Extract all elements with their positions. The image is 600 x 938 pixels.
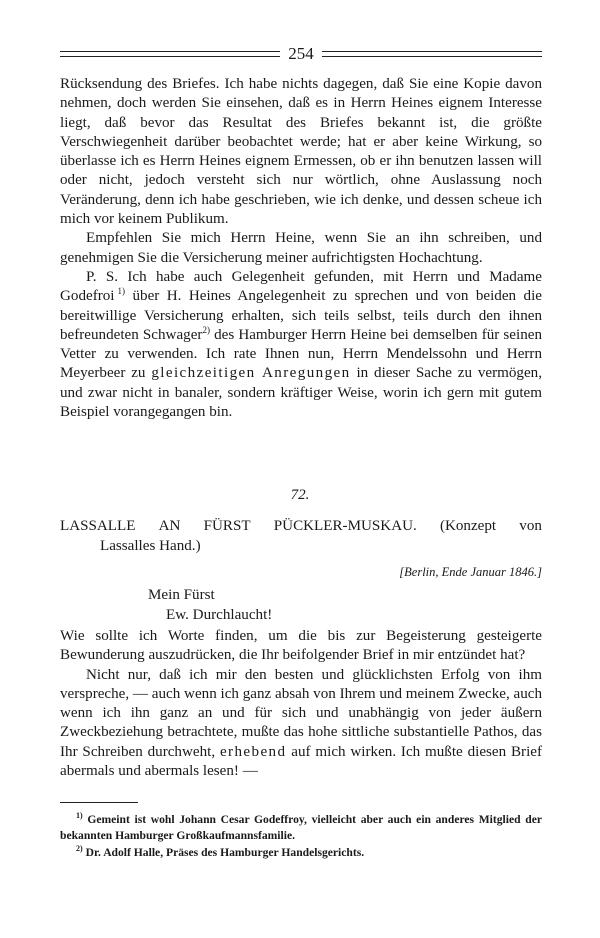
salutation-line-1: Mein Fürst — [148, 587, 215, 603]
letter-paragraph-2 — [60, 666, 542, 782]
dateline: [Berlin, Ende Januar 1846.] — [399, 565, 542, 579]
salutation-line-2: Ew. Durchlaucht! — [166, 607, 273, 623]
letter-heading — [60, 516, 542, 556]
footnote-2 — [60, 845, 542, 861]
heading-word: LASSALLE — [60, 518, 136, 534]
postscript-text-2: über H. Heines Angelegenheit zu sprechen und von beiden die bereitwillige Versicherung erhalten, sich teils selbst, teils durch den ihnen befreundeten Schwager — [60, 288, 542, 343]
footnote-1 — [60, 812, 542, 844]
paragraph-top: Rücksendung des Briefes. Ich habe nichts dagegen, daß Sie eine Kopie davon nehmen, doch werden Sie einsehen, daß es in Herrn Heines eignem Interesse liegt, daß bevor das Resultat des Briefes bekannt ist, die größte Verschwiegenheit darüber beobachtet werde; hat er aber keine Wirkung, so überlasse ich es Herrn Heines eignem Ermessen, ob er ihn benutzen lassen will oder nicht, jedoch versteht sich nur wörtlich, ohne Auslassung noch Veränderung, denn ich habe geschrieben, wie ich denke, und dessen scheue ich mich vor keinem Publikum. — [60, 76, 542, 228]
letter-paragraph-2-text-2: auf mich wirken. Ich mußte diesen Brief abermals und abermals lesen! — — [60, 743, 542, 780]
footnote-mark-1: 1) — [76, 811, 83, 821]
footnote-divider — [60, 802, 138, 803]
spaced-emphasis: gleichzeitigen Anregungen — [151, 365, 351, 382]
postscript — [60, 268, 542, 422]
header-rule-left — [60, 51, 280, 57]
letter-body — [60, 627, 542, 781]
postscript-text-3: des Hamburger Herrn Heine bei demselben für seinen Vetter zu verwenden. Ich rate Ihnen nun, Herrn Mendelssohn und Herrn Meyerbeer zu — [60, 326, 542, 382]
footnote-text-2: Dr. Adolf Halle, Präses des Hamburger Handelsgerichts. — [85, 846, 365, 859]
heading-word: (Konzept — [439, 518, 497, 534]
heading-line-2: Lassalles Hand.) — [100, 538, 201, 554]
heading-word: PÜCKLER-MUSKAU. — [273, 518, 417, 534]
postscript-text-4: in dieser Sache zu vermögen, und zwar nicht in banaler, sondern kräftiger Weise, worin ich gern mit gutem Beispiel vorangegangen bin. — [60, 365, 543, 421]
header-rule-right — [322, 51, 542, 57]
postscript-text-1: P. S. Ich habe auch Gelegenheit gefunden, mit Herrn und Madame Godefroi — [60, 268, 542, 305]
footnote-text-1: Gemeint ist wohl Johann Cesar Godeffroy, vielleicht aber auch ein anderes Mitglied der bekannten Hamburger Großkaufmannsfamilie. — [60, 813, 542, 842]
salutation — [148, 585, 272, 625]
paragraph-closing: Empfehlen Sie mich Herrn Heine, wenn Sie an ihn schreiben, und genehmigen Sie die Versicherung meiner aufrichtigsten Hochachtung. — [60, 230, 542, 266]
heading-word: von — [519, 518, 542, 534]
heading-word: AN — [158, 518, 181, 534]
footnote-ref-2: 2) — [202, 324, 210, 335]
footnote-ref-1: 1) — [117, 286, 126, 297]
spaced-emphasis: erhebend — [219, 743, 287, 760]
page-header — [60, 44, 542, 64]
letter-paragraph-2-text-1: Nicht nur, daß ich mir den besten und glücklichsten Erfolg von ihm verspreche, — auch wenn ich ganz absah von Ihrem und meinem Zwecke, auch wenn ich ihn ganz an und für sich und unabhängig von jeder äußern Zweckbeziehung betrachtete, mußte das hohe sittliche substantielle Pathos, das Ihr Schreiben durchweht, — [60, 666, 542, 760]
page-number: 254 — [288, 44, 314, 63]
letter-number: 72. — [290, 487, 310, 503]
previous-letter-text — [60, 75, 542, 422]
letter-paragraph-1: Wie sollte ich Worte finden, um die bis zur Begeisterung gesteigerte Bewunderung auszudrücken, die Ihr beifolgender Brief in mir entzündet hat? — [60, 628, 542, 664]
footnote-mark-2: 2) — [76, 844, 83, 854]
heading-word: FÜRST — [203, 518, 251, 534]
